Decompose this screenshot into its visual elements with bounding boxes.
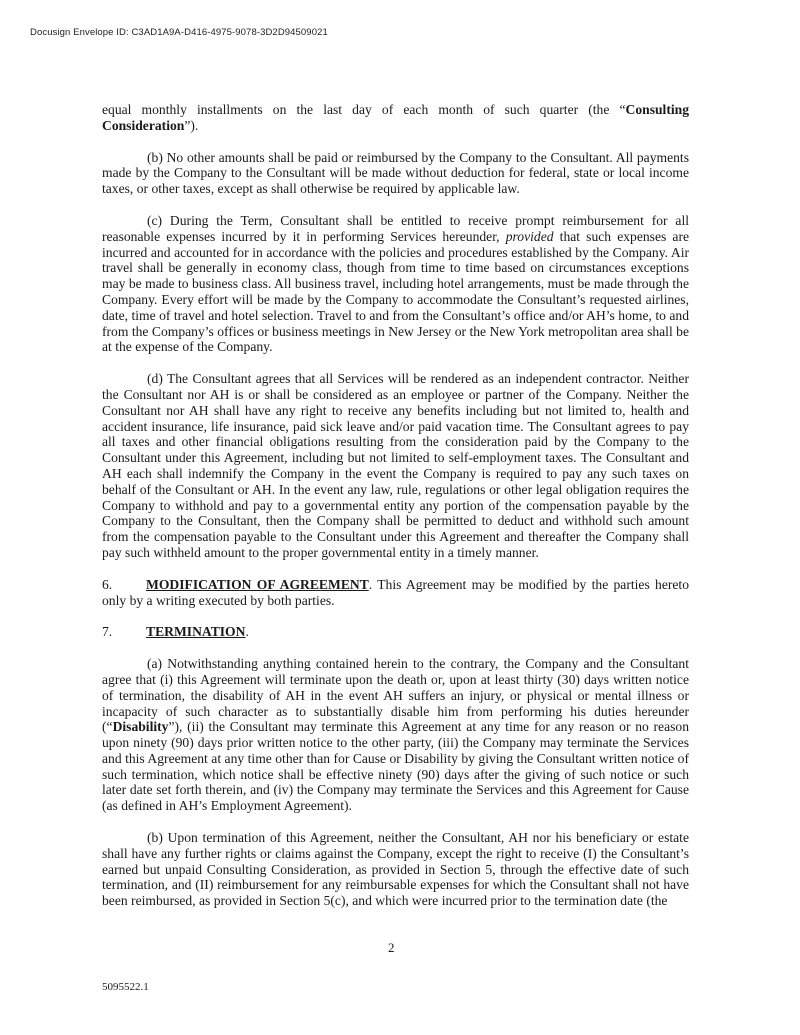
section-title: TERMINATION — [146, 624, 246, 640]
document-id: 5095522.1 — [102, 981, 149, 993]
paragraph-consulting-consideration: equal monthly installments on the last day of each month of such quarter (the “Consulting Consideration”). — [102, 102, 689, 133]
paragraph-5b: (b) No other amounts shall be paid or reimbursed by the Company to the Consultant. All payments made by the Company to the Consultant will be made without deduction for federal, state or local income taxes, or other taxes, except as shall otherwise be required by applicable law. — [102, 149, 689, 197]
paragraph-7b: (b) Upon termination of this Agreement, neither the Consultant, AH nor his beneficiary or estate shall have any further rights or claims against the Company, except the right to receive (I) the Consultant’s earned but unpaid Consulting Consideration, as provided in Section 5, through the effective date of such termination, and (II) reimbursement for any reimbursable expenses for which the Consultant shall not have been reimbursed, as provided in Section 5(c), and which were incurred prior to the termination date (the — [102, 830, 689, 909]
paragraph-5d: (d) The Consultant agrees that all Services will be rendered as an independent contractor. Neither the Consultant nor AH is or shall be considered as an employee or partner of the Company. Neither the Consultant nor AH shall have any right to receive any benefits including but not limited to, health and accident insurance, life insurance, paid sick leave and/or paid vacation time. The Consultant agrees to pay all taxes and other financial obligations resulting from the consideration paid by the Company to the Consultant under this Agreement, including but not limited to self-employment taxes. The Consultant and AH each shall indemnify the Company in the event the Company is required to pay any such taxes on behalf of the Consultant or AH. In the event any law, rule, regulations or other legal obligation requires the Company to withhold and pay to a governmental entity any portion of the compensation payable by the Company to the Consultant, then the Company shall be permitted to deduct and withhold such amount from the compensation payable to the Consultant under this Agreement and thereafter the Company shall pay such withheld amount to the proper governmental entity in a timely manner. — [102, 371, 689, 560]
section-6-modification: 6. MODIFICATION OF AGREEMENT. This Agreement may be modified by the parties hereto only by a writing executed by both parties. — [102, 576, 689, 608]
section-title: MODIFICATION OF AGREEMENT — [146, 576, 369, 592]
paragraph-7a: (a) Notwithstanding anything contained herein to the contrary, the Company and the Consultant agree that (i) this Agreement will terminate upon the death or, upon at least thirty (30) days written notice of termination, the disability of AH in the event AH suffers an injury, or physical or mental illness or incapacity of such character as to substantially disable him from performing his duties hereunder (“Disability”), (ii) the Consultant may terminate this Agreement at any time for any reason or no reason upon ninety (90) days prior written notice to the other party, (iii) the Company may terminate the Services and this Agreement at any time other than for Cause or Disability by giving the Consultant written notice of such termination, which notice shall be effective ninety (90) days after the giving of such notice or such later date set forth therein, and (iv) the Company may terminate the Services and this Agreement for Cause (as defined in AH’s Employment Agreement). — [102, 656, 689, 814]
paragraph-5c: (c) During the Term, Consultant shall be entitled to receive prompt reimbursement for all reasonable expenses incurred by it in performing Services hereunder, provided that such expenses are incurred and accounted for in accordance with the policies and procedures established by the Company. Air travel shall be generally in economy class, though from time to time based on circumstances exceptions may be made to business class. All business travel, including hotel arrangements, must be made through the Company. Every effort will be made by the Company to accommodate the Consultant’s requested airlines, date, time of travel and hotel selection. Travel to and from the Consultant’s office and/or AH’s home, to and from the Company’s offices or business meetings in New Jersey or the New York metropolitan area shall be at the expense of the Company. — [102, 212, 690, 355]
section-7-termination-heading: 7. TERMINATION. — [102, 624, 249, 640]
section-number: 7. — [102, 624, 113, 640]
defined-term-disability: Disability — [112, 719, 169, 735]
page-number: 2 — [388, 940, 395, 955]
section-number: 6. — [102, 576, 113, 592]
defined-term-consulting-consideration: Consulting Consideration — [102, 102, 689, 133]
docusign-envelope-id: Docusign Envelope ID: C3AD1A9A-D416-4975-9078-3D2D94509021 — [30, 27, 328, 38]
emphasis-provided: provided — [505, 228, 554, 244]
document-body — [102, 102, 689, 925]
